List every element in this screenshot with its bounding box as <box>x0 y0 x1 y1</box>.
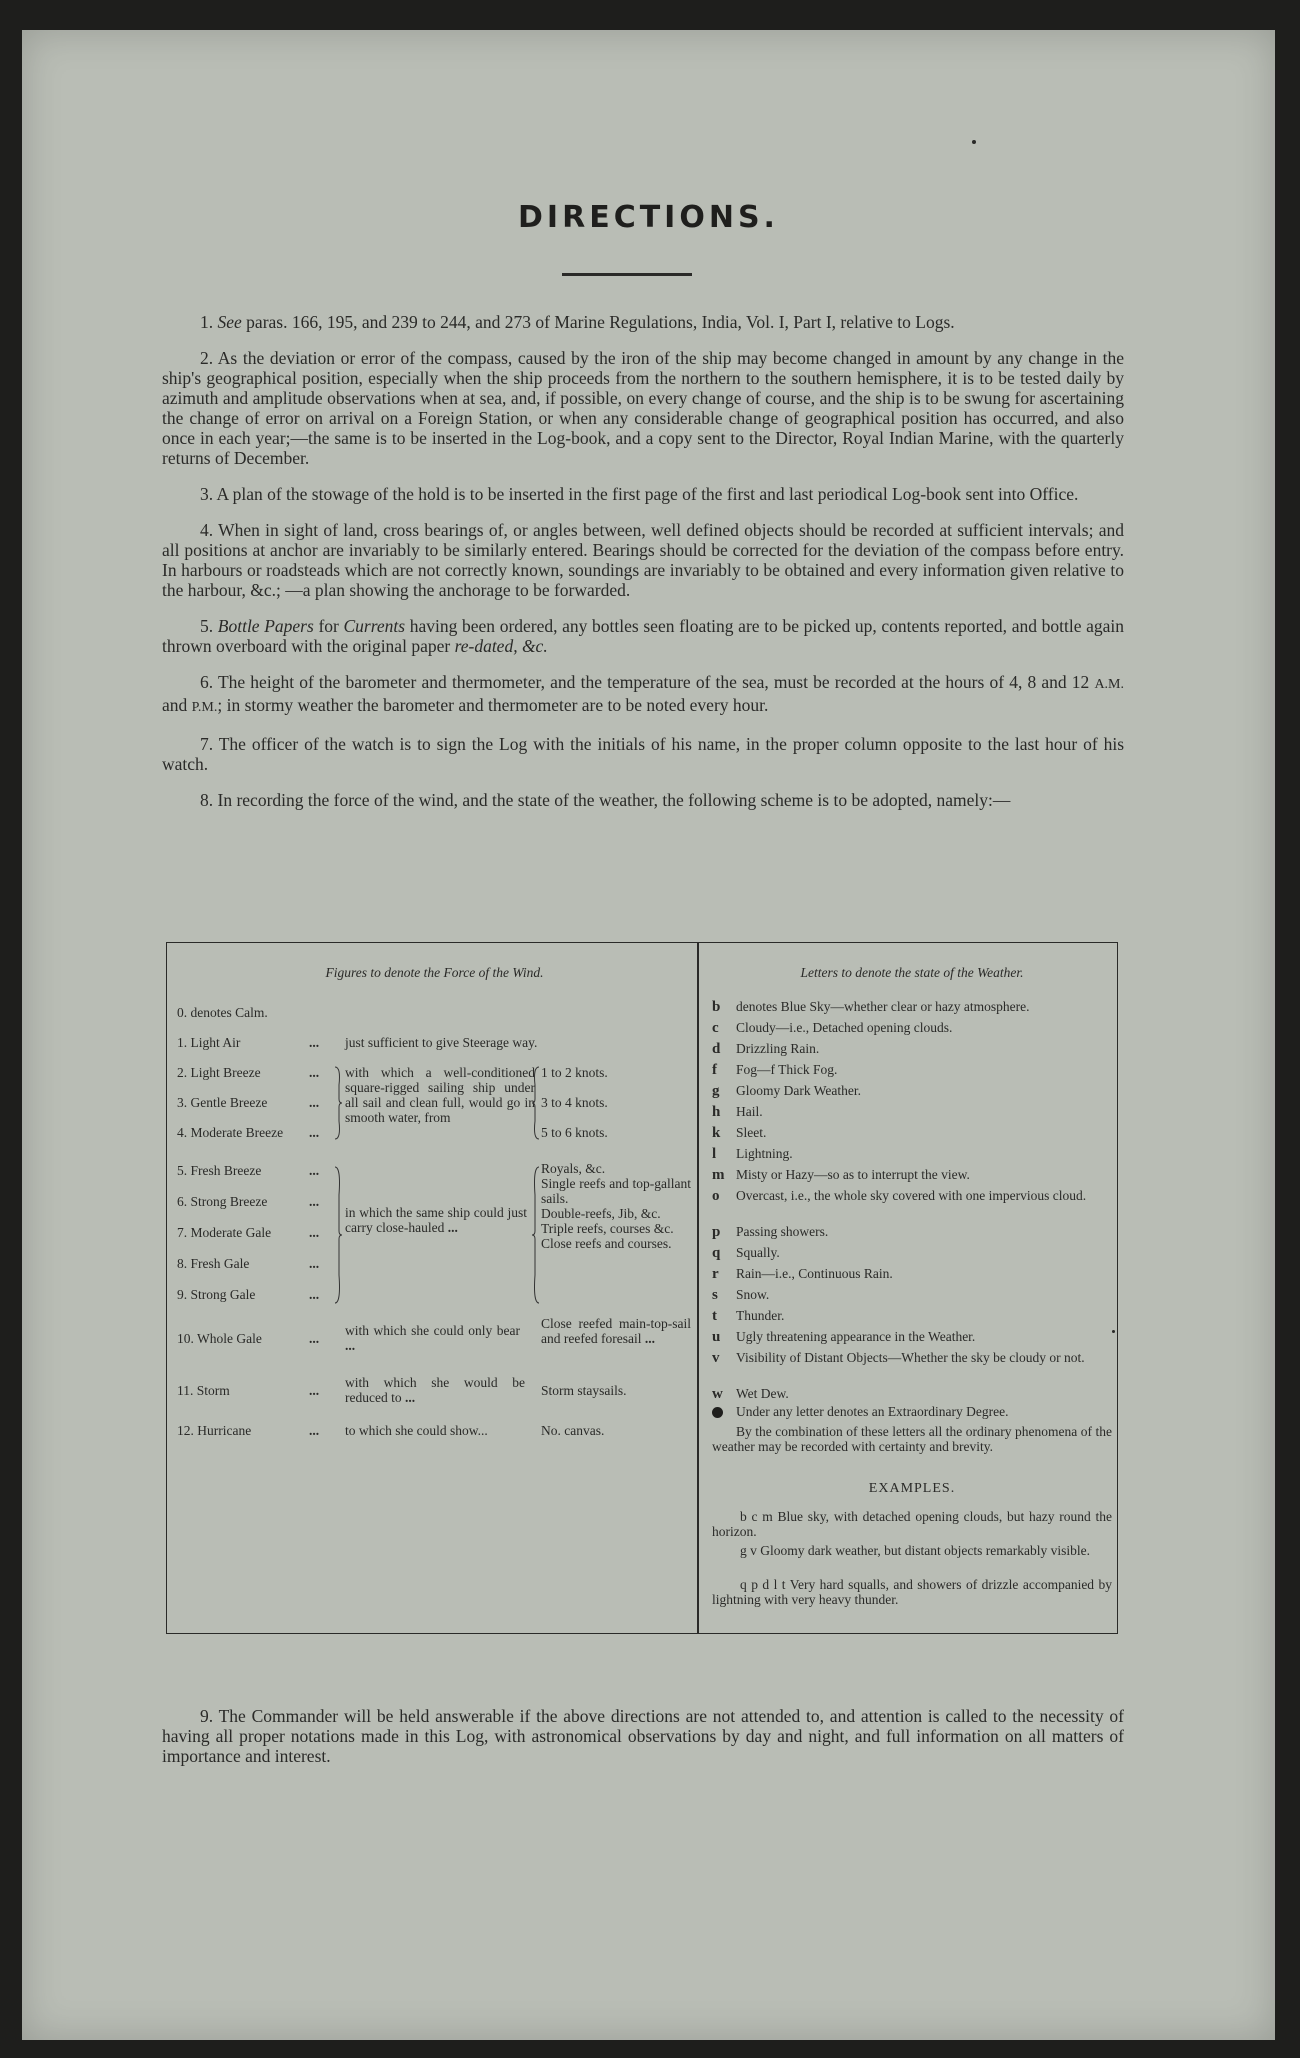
paragraph-7: 7. The officer of the watch is to sign the Log with the initials of his name, in the proper column opposite to the last hour of his watch. <box>162 734 1124 774</box>
paragraph-3: 3. A plan of the stowage of the hold is to be inserted in the first page of the first and last periodical Log-book sent into Office. <box>200 484 1079 504</box>
weather-note: By the combination of these letters all the ordinary phenomena of the weather may be recorded with certainty and brevity. <box>712 1424 1112 1454</box>
brace-right-2-4 <box>531 1065 541 1141</box>
wind-header: Figures to denote the Force of the Wind. <box>325 965 544 980</box>
paper-speck <box>972 140 976 144</box>
paper-speck <box>1112 1330 1115 1333</box>
paragraph-9: 9. The Commander will be held answerable if the above directions are not attended to, and attention is called to the necessity of having all proper notations made in this Log, with astronomical observations by day and night, and full information on all matters of importance and interest. <box>162 1706 1124 1766</box>
brace-left-5-9 <box>333 1165 343 1305</box>
wind-group-5-9-sails: Royals, &c. Single reefs and top-gallant sails. Double-reefs, Jib, &c. Triple reefs, courses &c. Close reefs and courses. <box>541 1161 691 1251</box>
extraordinary-dot-icon <box>712 1407 723 1418</box>
example-2: g v Gloomy dark weather, but distant objects remarkably visible. <box>740 1543 1090 1558</box>
paragraph-2: 2. As the deviation or error of the compass, caused by the iron of the ship may become changed in amount by any change in the ship's geographical position, especially when the ship proceeds from the northern to the southern hemisphere, it is to be tested daily by azimuth and amplitude observations when at sea, and, if possible, on every change of course, and the ship is to be swung for ascertaining the change of error on arrival on a Foreign Station, or when any considerable change of geographical position has occurred, and also once in each year;—the same is to be inserted in the Log-book, and a copy sent to the Director, Royal Indian Marine, with the quarterly returns of December. <box>162 348 1124 468</box>
examples-header: EXAMPLES. <box>868 1481 956 1496</box>
brace-right-5-9 <box>531 1165 541 1305</box>
example-1: b c m Blue sky, with detached opening clouds, but hazy round the horizon. <box>712 1509 1112 1539</box>
weather-header: Letters to denote the state of the Weather. <box>800 965 1024 980</box>
paragraph-4: 4. When in sight of land, cross bearings of, or angles between, well defined objects should be recorded at sufficient intervals; and all positions at anchor are invariably to be similarly entered. Bearings should be corrected for the deviation of the compass before entry. In harbours or roadsteads which are not correctly known, soundings are invariably to be obtained and every information given relative to the harbour, &c.; —a plan showing the anchorage to be forwarded. <box>162 520 1124 600</box>
paragraph-6: 6. The height of the barometer and thermometer, and the temperature of the sea, must be recorded at the hours of 4, 8 and 12 A.M. and P.M.; in stormy weather the barometer and thermometer are to be noted every hour. <box>162 672 1124 715</box>
example-3: q p d l t Very hard squalls, and showers of drizzle accompanied by lightning with very heavy thunder. <box>712 1577 1112 1607</box>
paragraph-8: 8. In recording the force of the wind, and the state of the weather, the following scheme is to be adopted, namely:— <box>200 790 1011 810</box>
scheme-table: Figures to denote the Force of the Wind. 0. denotes Calm. 1. Light Air ... just sufficient to give Steerage way. 2. Light Breeze ... 1 to 2 knots. 3. Gentle Breeze ... 3 to 4 knots. 4. Moderate Breeze ... 5 to 6 knots. with which a well-conditioned square-rigged sailing ship under all sail and clean full, would go in smooth water, from 5. Fresh Breeze ... 6. Strong Breeze ... 7. Moderate Gale ... 8. Fresh Gale ... 9. Strong Gale ... in which the same ship could just carry close-hauled ... Royals, &c. Single reefs and top-gallant sails. Double-reefs, Jib, &c. Triple reefs, courses &c. Close reefs and courses. 10. Whole Gale ... with which she could only bear ... Close reefed main-top-sail and reefed foresail ... 11. Storm ... with which she would be reduced to ... Storm staysails. 12. Hurricane ... to which she could show... No. canvas. Letters to denote the state of the Weather. b denotes Blue Sky—whether clear or hazy atmosphere. c Cloudy—i.e., Detached opening clouds. d Drizzling Rain. f Fog—f Thick Fog. g Gloomy Dark Weather. h Hail. k Sleet. l Lightning. m Misty or Hazy—so as to interrupt the view. o Overcast, i.e., the whole sky covered with one impervious cloud. p Passing showers. q Squally. r Rain—i.e., Continuous Rain. s Snow. t Thunder. u Ugly threatening appearance in the Weather. v Visibility of Distant Objects—Whether the sky be cloudy or not. w Wet Dew. Under any letter denotes an Extraordinary Degree. By the combination of these letters all the ordinary phenomena of the weather may be recorded with certainty and brevity. EXAMPLES. b c m Blue sky, with detached opening clouds, but hazy round the horizon. g v Gloomy dark weather, but distant objects remarkably visible. q p d l t Very hard squalls, and showers of drizzle accompanied by lightning with very heavy thunder. <box>166 942 1118 1634</box>
title-rule <box>562 273 692 276</box>
document-page <box>22 30 1275 2040</box>
page-title: DIRECTIONS. <box>518 200 779 235</box>
paragraph-1: 1. See paras. 166, 195, and 239 to 244, and 273 of Marine Regulations, India, Vol. I, Part I, relative to Logs. <box>200 312 955 332</box>
brace-left-2-4 <box>333 1065 343 1141</box>
wind-group-5-9-description: in which the same ship could just carry close-hauled ... <box>345 1205 527 1235</box>
table-divider <box>697 943 699 1633</box>
wind-group-2-4-description: with which a well-conditioned square-rigged sailing ship under all sail and clean full, would go in smooth water, from <box>345 1065 535 1125</box>
directions-body <box>162 312 1124 826</box>
paragraph-5: 5. Bottle Papers for Currents having been ordered, any bottles seen floating are to be picked up, contents reported, and bottle again thrown overboard with the original paper re-dated, &c. <box>162 616 1125 656</box>
